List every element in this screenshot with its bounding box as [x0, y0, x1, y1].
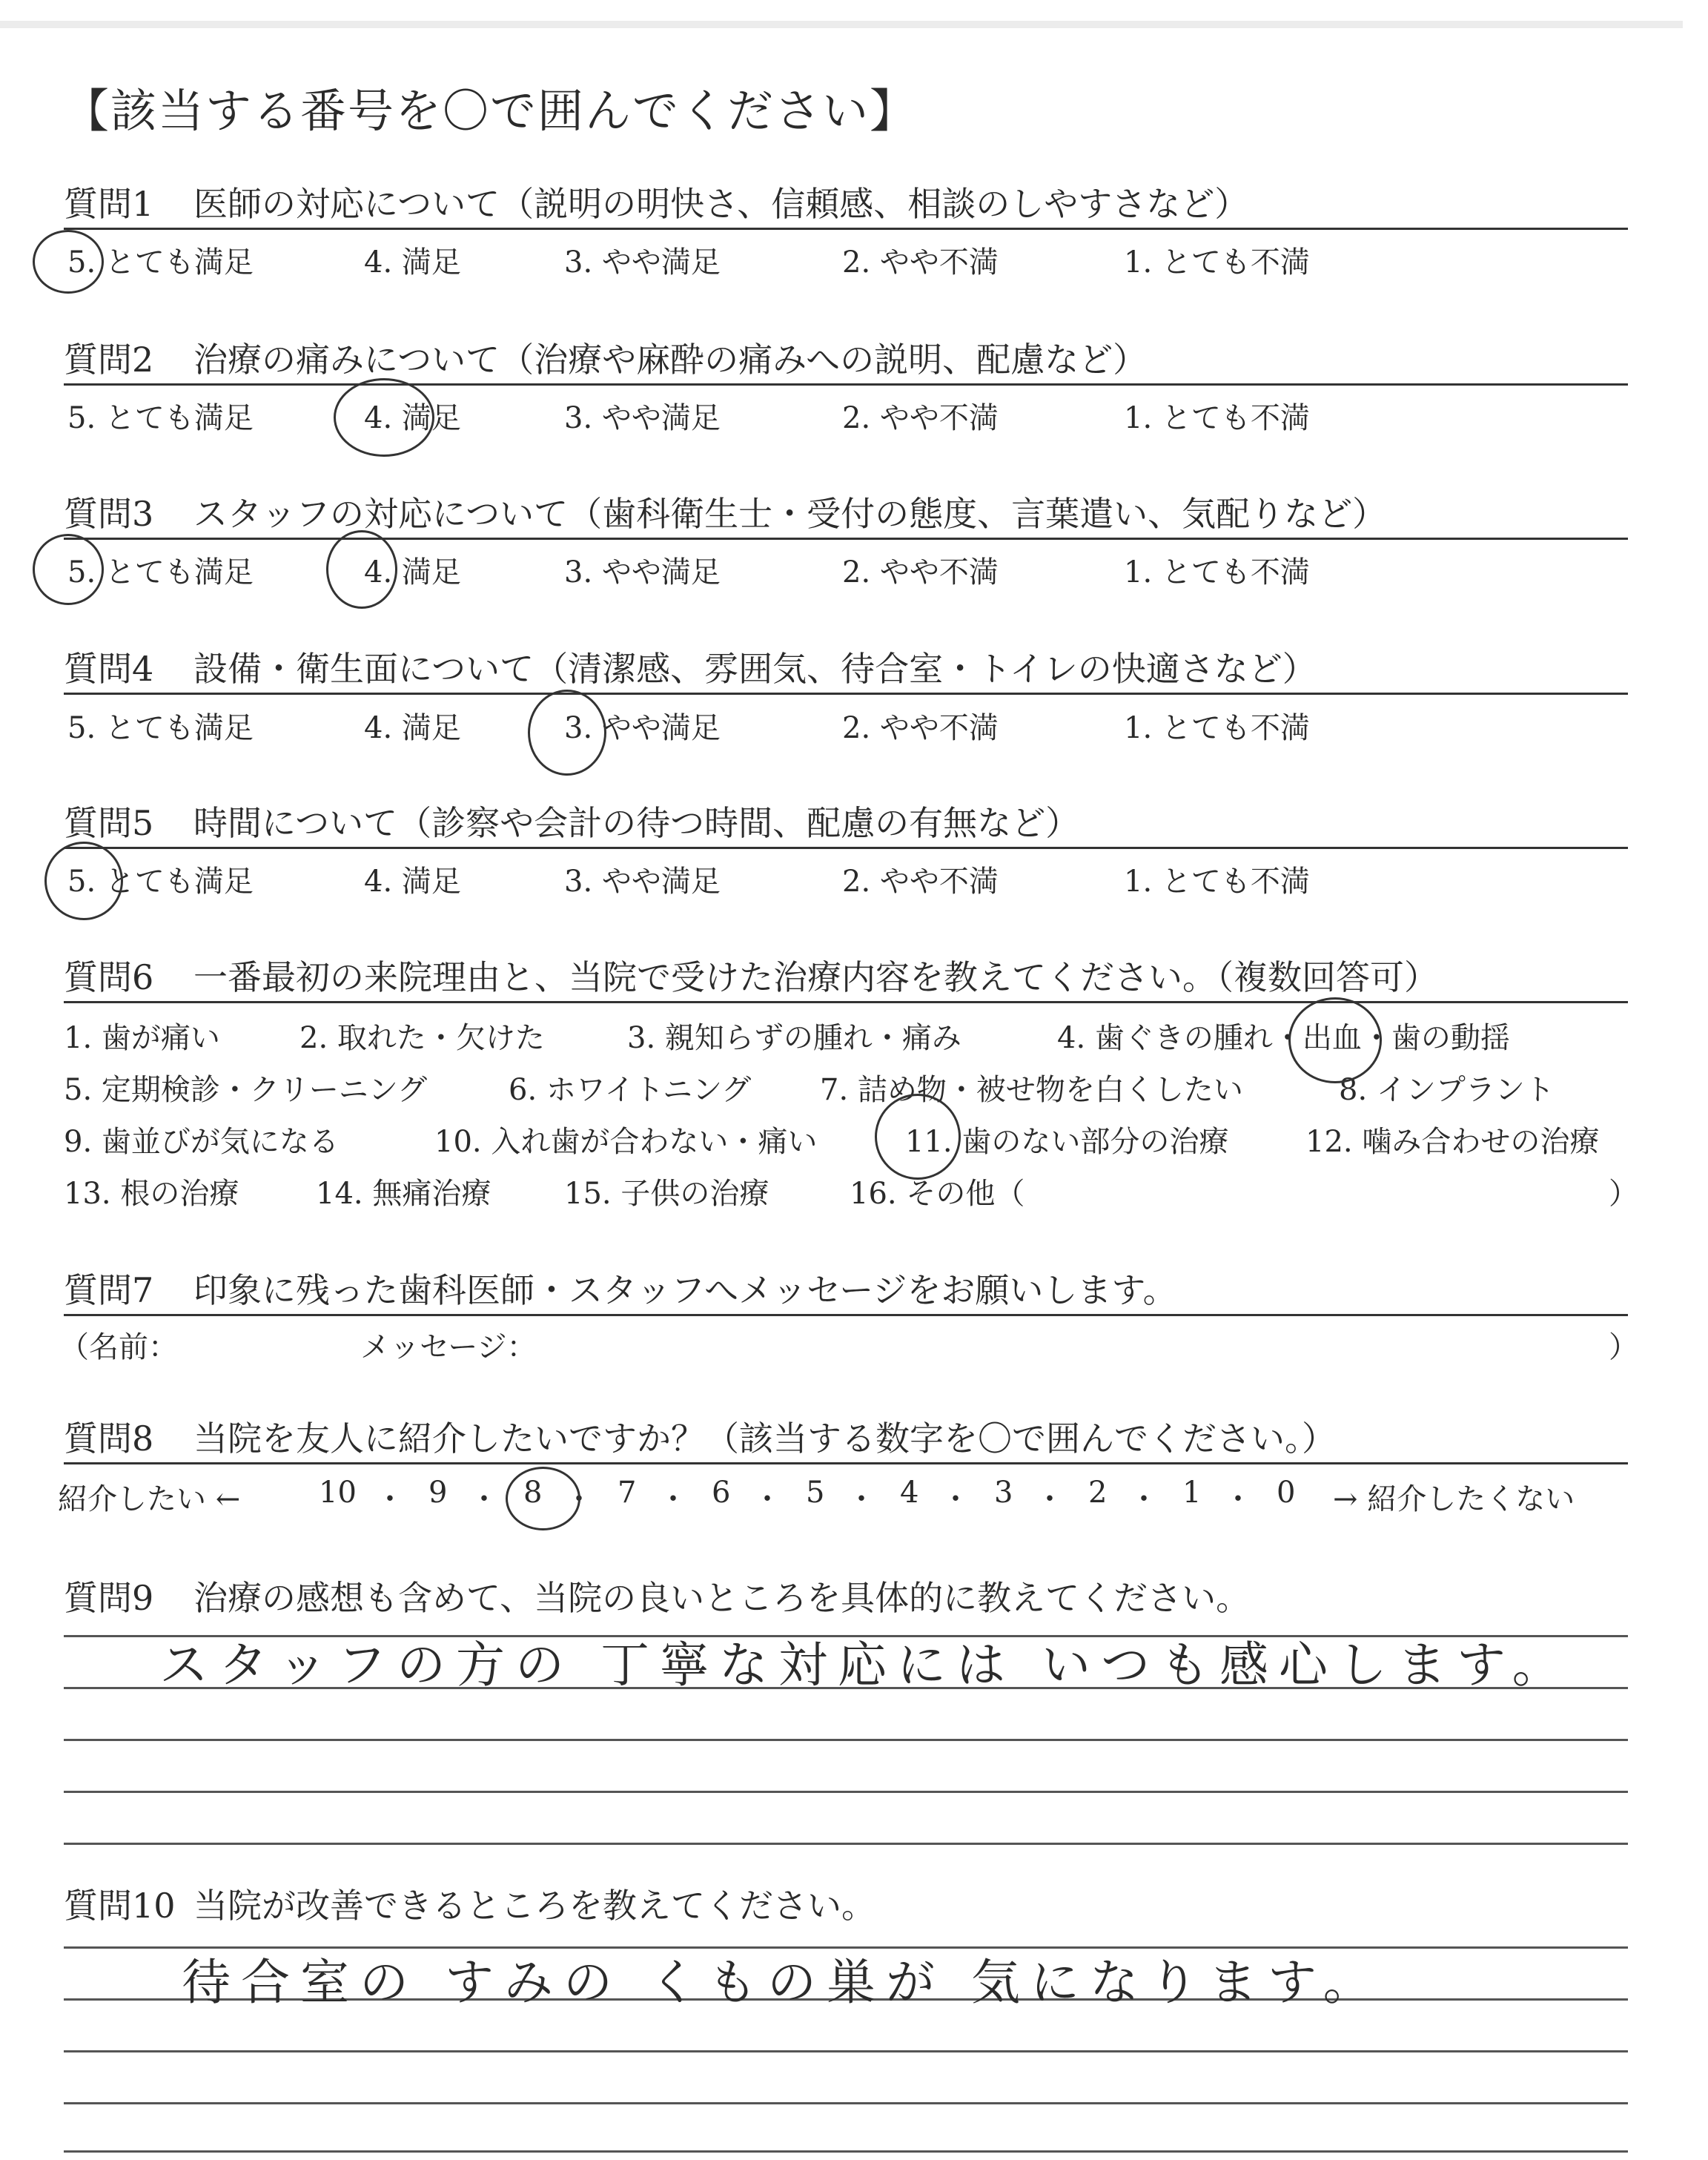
scale-value-3[interactable]: 3	[994, 1476, 1013, 1510]
q6-option[interactable]: 12. 噛み合わせの治療	[1305, 1125, 1600, 1159]
rating-option-1[interactable]: 1. とても不満	[1124, 555, 1310, 589]
question-number: 質問4	[64, 649, 154, 689]
q6-option[interactable]: 4. 歯ぐきの腫れ・出血・歯の動揺	[1057, 1021, 1510, 1055]
scale-value-2[interactable]: 2	[1088, 1476, 1108, 1510]
rating-option-4[interactable]: 4. 満足	[364, 865, 461, 899]
rating-option-2[interactable]: 2. やや不満	[842, 865, 999, 899]
q6-option[interactable]: 11. 歯のない部分の治療	[905, 1125, 1229, 1159]
question-rule	[64, 383, 1628, 386]
writing-line	[64, 2102, 1628, 2104]
rating-option-3[interactable]: 3. やや満足	[564, 555, 721, 589]
writing-line	[64, 1791, 1628, 1793]
question-rule	[64, 538, 1628, 540]
scan-top-edge	[0, 21, 1683, 28]
writing-line	[64, 2150, 1628, 2153]
question-rule	[64, 1462, 1628, 1464]
q6-option[interactable]: 16. その他（	[850, 1177, 1025, 1211]
answer-circle	[44, 842, 123, 920]
handwritten-answer-q9: スタッフの方の 丁寧な対応には いつも感心します。	[159, 1636, 1572, 1694]
rating-option-2[interactable]: 2. やや不満	[842, 555, 999, 589]
scale-value-8[interactable]: 8	[523, 1476, 543, 1510]
scale-sep: ・	[564, 1482, 594, 1516]
rating-option-3[interactable]: 3. やや満足	[564, 865, 721, 899]
answer-circle	[506, 1467, 580, 1530]
question-1	[64, 182, 1628, 226]
rating-option-2[interactable]: 2. やや不満	[842, 245, 999, 280]
q6-option[interactable]: 8. インプラント	[1339, 1073, 1555, 1107]
question-number: 質問5	[64, 803, 154, 843]
question-5	[64, 801, 1628, 845]
rating-option-2[interactable]: 2. やや不満	[842, 401, 999, 435]
question-text: スタッフの対応について（歯科衛生士・受付の態度、言葉遣い、気配りなど）	[193, 494, 1387, 534]
q6-option[interactable]: 2. 取れた・欠けた	[299, 1021, 545, 1055]
scale-value-9[interactable]: 9	[428, 1476, 448, 1510]
scale-sep: ・	[1035, 1482, 1065, 1516]
q6-close-paren: ）	[1609, 1177, 1638, 1211]
q6-option[interactable]: 3. 親知らずの腫れ・痛み	[627, 1021, 961, 1055]
rating-option-3[interactable]: 3. やや満足	[564, 401, 721, 435]
question-8	[64, 1416, 1628, 1461]
question-text: 治療の感想も含めて、当院の良いところを具体的に教えてください。	[193, 1578, 1251, 1618]
scale-value-10[interactable]: 10	[319, 1476, 357, 1510]
q6-option[interactable]: 9. 歯並びが気になる	[64, 1125, 339, 1159]
scale-sep: ・	[658, 1482, 688, 1516]
rating-option-1[interactable]: 1. とても不満	[1124, 401, 1310, 435]
scale-sep: ・	[1223, 1482, 1253, 1516]
question-number: 質問8	[64, 1418, 154, 1459]
question-text: 当院を友人に紹介したいですか？（該当する数字を〇で囲んでください。）	[193, 1418, 1336, 1459]
question-number: 質問2	[64, 340, 154, 380]
rating-option-5[interactable]: 5. とても満足	[67, 245, 254, 280]
question-2	[64, 337, 1628, 382]
scale-sep: ・	[375, 1482, 405, 1516]
rating-option-4[interactable]: 4. 満足	[364, 401, 461, 435]
answer-circle	[528, 690, 606, 776]
answer-circle	[334, 378, 434, 457]
question-text: 時間について（診察や会計の待つ時間、配慮の有無など）	[193, 803, 1080, 843]
rating-option-5[interactable]: 5. とても満足	[67, 865, 254, 899]
question-text: 印象に残った歯科医師・スタッフへメッセージをお願いします。	[193, 1270, 1177, 1310]
q6-option[interactable]: 5. 定期検診・クリーニング	[64, 1073, 428, 1107]
question-number: 質問10	[64, 1886, 176, 1926]
q6-option[interactable]: 15. 子供の治療	[564, 1177, 769, 1211]
answer-circle	[326, 530, 397, 609]
q6-option[interactable]: 13. 根の治療	[64, 1177, 239, 1211]
question-rule	[64, 693, 1628, 695]
message-field-label: メッセージ：	[360, 1330, 537, 1364]
q6-option[interactable]: 6. ホワイトニング	[509, 1073, 752, 1107]
scale-left-label: 紹介したい ←	[58, 1482, 241, 1516]
question-number: 質問9	[64, 1578, 154, 1618]
scale-sep: ・	[1129, 1482, 1159, 1516]
question-3	[64, 492, 1628, 536]
scale-value-4[interactable]: 4	[900, 1476, 919, 1510]
rating-option-1[interactable]: 1. とても不満	[1124, 865, 1310, 899]
question-text: 一番最初の来院理由と、当院で受けた治療内容を教えてください。（複数回答可）	[193, 957, 1438, 997]
question-text: 治療の痛みについて（治療や麻酔の痛みへの説明、配慮など）	[193, 340, 1148, 380]
rating-option-4[interactable]: 4. 満足	[364, 245, 461, 280]
question-4	[64, 647, 1628, 691]
question-rule	[64, 1314, 1628, 1316]
scale-right-label: → 紹介したくない	[1333, 1482, 1575, 1516]
scale-value-0[interactable]: 0	[1277, 1476, 1296, 1510]
q7-close-paren: ）	[1609, 1330, 1638, 1364]
rating-option-4[interactable]: 4. 満足	[364, 555, 461, 589]
scale-value-7[interactable]: 7	[618, 1476, 637, 1510]
question-number: 質問6	[64, 957, 154, 997]
rating-option-1[interactable]: 1. とても不満	[1124, 711, 1310, 745]
rating-option-3[interactable]: 3. やや満足	[564, 711, 721, 745]
answer-circle	[1288, 997, 1382, 1083]
question-text: 当院が改善できるところを教えてください。	[193, 1886, 875, 1926]
writing-line	[64, 1843, 1628, 1845]
scale-value-1[interactable]: 1	[1182, 1476, 1202, 1510]
rating-option-4[interactable]: 4. 満足	[364, 711, 461, 745]
name-field-label: （名前：	[59, 1330, 178, 1364]
question-number: 質問1	[64, 184, 154, 224]
rating-option-5[interactable]: 5. とても満足	[67, 401, 254, 435]
question-text: 医師の対応について（説明の明快さ、信頼感、相談のしやすさなど）	[193, 184, 1249, 224]
q6-option[interactable]: 1. 歯が痛い	[64, 1021, 220, 1055]
writing-line	[64, 1739, 1628, 1741]
scale-sep: ・	[469, 1482, 499, 1516]
rating-option-3[interactable]: 3. やや満足	[564, 245, 721, 280]
answer-circle	[33, 534, 104, 605]
question-rule	[64, 847, 1628, 849]
form-title: 【該当する番号を〇で囲んでください】	[63, 84, 918, 138]
answer-circle	[875, 1094, 961, 1180]
question-9	[64, 1576, 1628, 1620]
rating-option-5[interactable]: 5. とても満足	[67, 555, 254, 589]
q6-option[interactable]: 10. 入れ歯が合わない・痛い	[434, 1125, 818, 1159]
q6-option[interactable]: 7. 詰め物・被せ物を白くしたい	[820, 1073, 1243, 1107]
question-7	[64, 1268, 1628, 1312]
question-text: 設備・衛生面について（清潔感、雰囲気、待合室・トイレの快適さなど）	[193, 649, 1317, 689]
writing-line	[64, 2050, 1628, 2052]
rating-option-1[interactable]: 1. とても不満	[1124, 245, 1310, 280]
q6-option[interactable]: 14. 無痛治療	[316, 1177, 491, 1211]
question-number: 質問7	[64, 1270, 154, 1310]
scale-value-6[interactable]: 6	[712, 1476, 731, 1510]
scale-sep: ・	[847, 1482, 876, 1516]
handwritten-answer-q10: 待合室の すみの くもの巣が 気になります。	[182, 1954, 1383, 2011]
question-number: 質問3	[64, 494, 154, 534]
answer-circle	[33, 230, 104, 294]
rating-option-5[interactable]: 5. とても満足	[67, 711, 254, 745]
scale-sep: ・	[752, 1482, 782, 1516]
question-6	[64, 955, 1628, 1000]
scale-sep: ・	[941, 1482, 970, 1516]
question-rule	[64, 228, 1628, 230]
rating-option-2[interactable]: 2. やや不満	[842, 711, 999, 745]
question-10	[64, 1883, 1628, 1928]
scale-value-5[interactable]: 5	[806, 1476, 825, 1510]
question-rule	[64, 1001, 1628, 1003]
